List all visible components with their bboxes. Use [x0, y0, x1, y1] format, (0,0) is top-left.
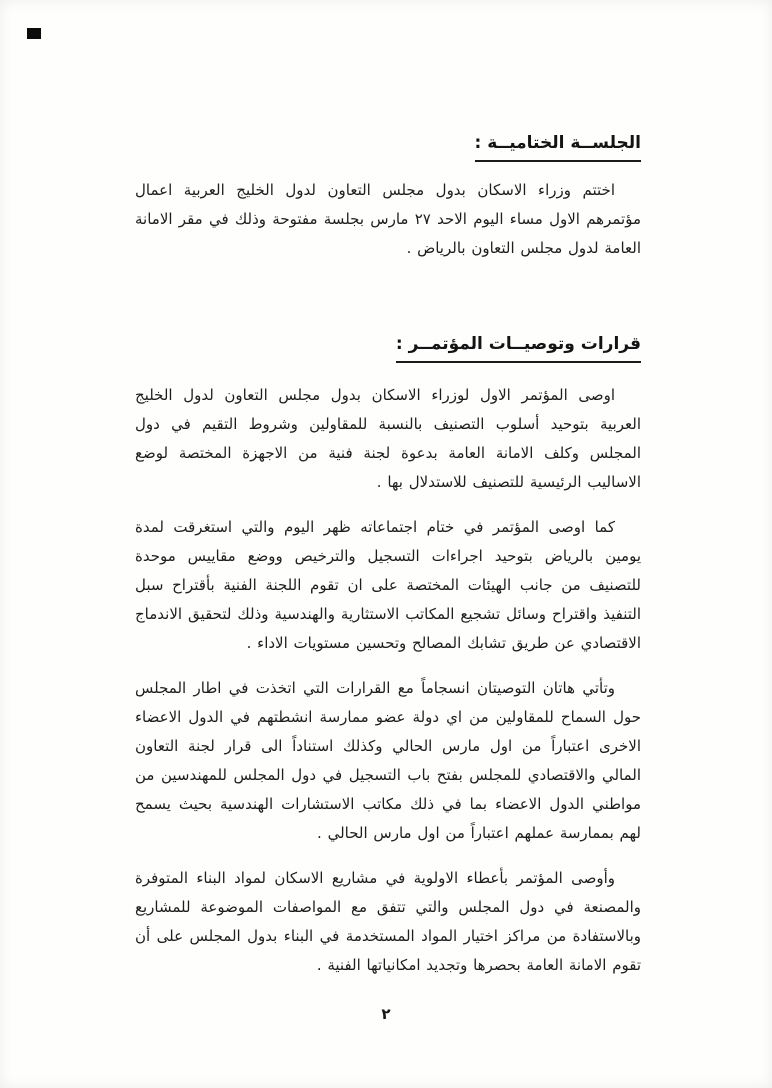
paragraph: اختتم وزراء الاسكان بدول مجلس التعاون لدول الخليج العربية اعمال مؤتمرهم الاول مساء اليوم الاحد ٢٧ مارس بجلسة مفتوحة وذلك في مقر الامانة العامة لدول مجلس التعاون بالرياض .	[135, 180, 642, 257]
scan-corner-mark	[27, 28, 41, 39]
document-content	[135, 0, 641, 996]
closing-session-heading: الجلســة الختاميــة :	[475, 132, 641, 162]
paragraph: كما اوصى المؤتمر في ختام اجتماعاته ظهر اليوم والتي استغرقت لمدة يومين بالرياض بتوحيد اجراءات التسجيل والترخيص ووضع مقاييس موحدة للتصنيف من جانب الهيئات المختصة على ان تقوم اللجنة الفنية بأقتراح سبل التنفيذ واقتراح وسائل تشجيع المكاتب الاستثارية والهندسية وذلك لتحقيق الاندماج الاقتصادي عن طريق تشابك المصالح وتحسين مستويات الاداء .	[135, 517, 641, 652]
paragraph: وأوصى المؤتمر بأعطاء الاولوية في مشاريع الاسكان لمواد البناء المتوفرة والمصنعة في دول المجلس والتي تتفق مع المواصفات الموضوعة للمشاريع وبالاستفادة من مراكز اختيار المواد المستخدمة في البناء بدول المجلس على أن تقوم الامانة العامة بحصرها وتجديد امكانياتها الفنية .	[135, 868, 641, 974]
section-conference-resolutions	[135, 279, 641, 980]
paragraph: وتأتي هاتان التوصيتان انسجاماً مع القرارات التي اتخذت في اطار المجلس حول السماح للمقاولين من اي دولة عضو ممارسة انشطتهم في الدول الاعضاء الاخرى اعتباراً من اول مارس الحالي وكذلك استناداً الى قرار لجنة التعاون المالي والاقتصادي للمجلس بفتح باب التسجيل في دول المجلس للمهندسين من مواطني الدول الاعضاء بما في ذلك مكاتب الاستشارات الهندسية بحيث يسمح لهم بممارسة عملهم اعتباراً من اول مارس الحالي .	[135, 678, 641, 842]
page-number: ٢	[381, 1005, 391, 1023]
resolutions-heading: قرارات وتوصيــات المؤتمــر :	[396, 333, 641, 363]
section-closing-session	[135, 132, 641, 263]
paragraph: اوصى المؤتمر الاول لوزراء الاسكان بدول مجلس التعاون لدول الخليج العربية بتوحيد أسلوب التصنيف بالنسبة للمقاولين وشروط التقيم في دول المجلس وكلف الامانة العامة بدعوة لجنة فنية من الاجهزة المختصة لوضع الاساليب الرئيسية للتصنيف للاستدلال بها .	[135, 385, 641, 491]
